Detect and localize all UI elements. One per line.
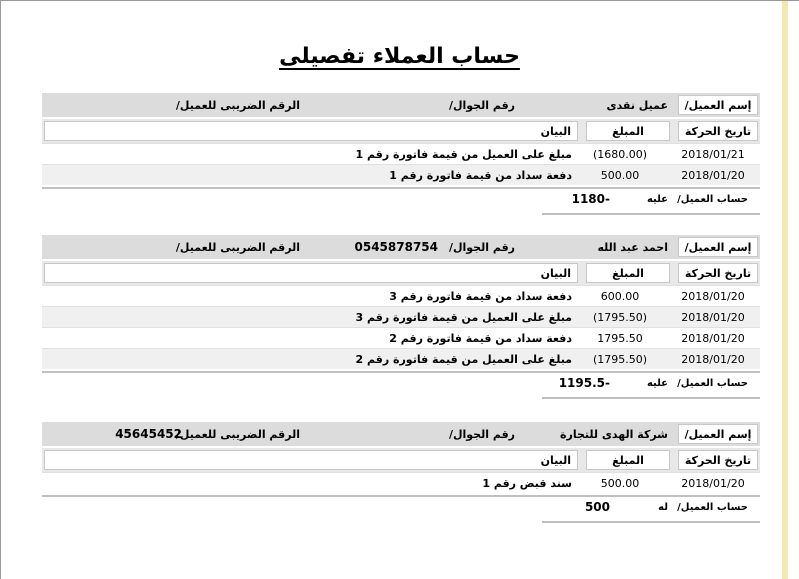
row-date: 2018/01/20 <box>681 352 745 366</box>
row-amount: 500.00 <box>600 476 640 490</box>
row-description: سند قبض رقم 1 <box>482 476 572 490</box>
balance-type: عليه <box>646 378 668 389</box>
row-description: دفعة سداد من قيمة فاتورة رقم 2 <box>389 331 572 345</box>
balance-row <box>42 189 760 215</box>
column-header <box>42 259 760 285</box>
date-column-header: تاريخ الحركة <box>678 263 758 283</box>
balance-underline <box>542 397 760 399</box>
report-title <box>0 44 799 69</box>
amount-column-header: المبلغ <box>586 450 670 470</box>
table-row <box>42 143 760 164</box>
tax-number-label: الرقم الضريبى للعميل/ <box>175 240 300 254</box>
table-row <box>42 327 760 348</box>
balance-value: 1180- <box>571 192 610 206</box>
customer-block <box>42 235 760 399</box>
customer-name-value: احمد عبد الله <box>597 240 668 254</box>
table-row <box>42 164 760 185</box>
amount-column-header: المبلغ <box>586 263 670 283</box>
customer-name-value: شركة الهدى للتجارة <box>560 427 668 441</box>
balance-type: له <box>658 502 668 513</box>
mobile-value: 0545878754 <box>354 240 438 254</box>
row-amount: 600.00 <box>600 289 640 303</box>
row-description: مبلغ على العميل من قيمة فاتورة رقم 2 <box>355 352 572 366</box>
tax-number-label: الرقم الضريبى للعميل/ <box>175 98 300 112</box>
tax-number-label: الرقم الضريبى للعميل/ <box>175 427 300 441</box>
customer-header <box>42 93 760 117</box>
mobile-label: رقم الجوال/ <box>448 240 515 254</box>
report-title-text: حساب العملاء تفصيلى <box>279 44 520 69</box>
customer-block <box>42 422 760 523</box>
balance-label: حساب العميل/ <box>677 194 748 205</box>
customer-header <box>42 422 760 446</box>
row-date: 2018/01/20 <box>681 331 745 345</box>
table-row <box>42 306 760 327</box>
customer-block <box>42 93 760 215</box>
column-header <box>42 117 760 143</box>
row-amount: (1795.50) <box>592 310 648 324</box>
customer-name-value: عميل نقدى <box>606 98 668 112</box>
date-column-header: تاريخ الحركة <box>678 450 758 470</box>
page-edge-top <box>0 0 799 1</box>
balance-row <box>42 497 760 523</box>
balance-row <box>42 373 760 399</box>
table-row <box>42 472 760 493</box>
customer-name-label: إسم العميل/ <box>678 237 758 257</box>
table-row <box>42 285 760 306</box>
row-amount: 1795.50 <box>597 331 643 345</box>
mobile-label: رقم الجوال/ <box>448 98 515 112</box>
customer-name-label: إسم العميل/ <box>678 424 758 444</box>
table-row <box>42 348 760 369</box>
amount-column-header: المبلغ <box>586 121 670 141</box>
balance-underline <box>542 521 760 523</box>
column-header <box>42 446 760 472</box>
page-edge-left <box>0 0 1 579</box>
mobile-label: رقم الجوال/ <box>448 427 515 441</box>
row-description: دفعة سداد من قيمة فاتورة رقم 1 <box>389 168 572 182</box>
row-date: 2018/01/21 <box>681 147 745 161</box>
balance-label: حساب العميل/ <box>677 378 748 389</box>
balance-value: 500 <box>584 500 610 514</box>
description-column-header: البيان <box>44 121 578 141</box>
balance-type: عليه <box>646 194 668 205</box>
row-description: مبلغ على العميل من قيمة فاتورة رقم 1 <box>355 147 572 161</box>
row-date: 2018/01/20 <box>681 289 745 303</box>
balance-value: 1195.5- <box>558 376 610 390</box>
row-date: 2018/01/20 <box>681 476 745 490</box>
row-amount: (1680.00) <box>592 147 648 161</box>
description-column-header: البيان <box>44 263 578 283</box>
customer-name-label: إسم العميل/ <box>678 95 758 115</box>
balance-underline <box>542 213 760 215</box>
row-date: 2018/01/20 <box>681 168 745 182</box>
row-amount: 500.00 <box>600 168 640 182</box>
row-date: 2018/01/20 <box>681 310 745 324</box>
row-amount: (1795.50) <box>592 352 648 366</box>
tax-number-value: 45645452 <box>115 427 182 441</box>
description-column-header: البيان <box>44 450 578 470</box>
date-column-header: تاريخ الحركة <box>678 121 758 141</box>
customer-header <box>42 235 760 259</box>
balance-label: حساب العميل/ <box>677 502 748 513</box>
row-description: دفعة سداد من قيمة فاتورة رقم 3 <box>389 289 572 303</box>
row-description: مبلغ على العميل من قيمة فاتورة رقم 3 <box>355 310 572 324</box>
